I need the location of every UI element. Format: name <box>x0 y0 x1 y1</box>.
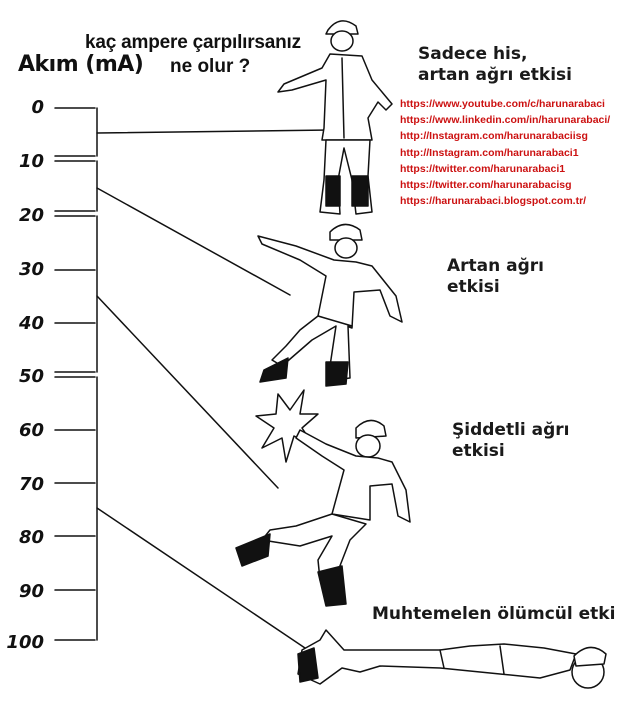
tick-label-0: 0 <box>31 97 44 118</box>
tick-label-70: 70 <box>18 474 44 495</box>
effect-severe-pain-line-1: Şiddetli ağrı <box>452 420 570 440</box>
link-twitter-1[interactable]: https://twitter.com/harunarabaci1 <box>400 162 566 175</box>
tick-label-100: 100 <box>6 632 44 653</box>
worker-staggering-icon <box>258 224 402 386</box>
tick-label-60: 60 <box>18 420 44 441</box>
spark-burst-icon <box>256 390 318 462</box>
tick-label-50: 50 <box>18 366 44 387</box>
effect-increasing-pain-line-1: Artan ağrı <box>447 256 545 276</box>
link-instagram-1[interactable]: http://Instagram.com/harunarabaci1 <box>400 146 579 159</box>
link-twitter-isg[interactable]: https://twitter.com/harunarabacisg <box>400 179 572 192</box>
question-line-1: kaç ampere çarpılırsanız <box>85 32 301 53</box>
axis-title: Akım (mA) <box>18 52 144 77</box>
effect-sensation-line-1: Sadece his, <box>418 44 528 64</box>
tick-label-10: 10 <box>18 151 44 172</box>
link-youtube[interactable]: https://www.youtube.com/c/harunarabaci <box>400 98 605 110</box>
effect-severe-pain-line-2: etkisi <box>452 441 505 461</box>
worker-lying-icon <box>298 630 606 688</box>
worker-standing-icon <box>278 21 392 214</box>
effect-sensation-line-2: artan ağrı etkisi <box>418 65 572 85</box>
link-instagram-isg[interactable]: http://Instagram.com/harunarabaciisg <box>400 130 588 143</box>
question-line-2: ne olur ? <box>170 56 251 77</box>
effect-increasing-pain-line-2: etkisi <box>447 277 500 297</box>
tick-label-40: 40 <box>18 313 44 334</box>
scale-ticks <box>55 108 95 640</box>
link-blog[interactable]: https://harunarabaci.blogspot.com.tr/ <box>400 195 587 208</box>
tick-label-90: 90 <box>18 581 44 602</box>
tick-label-80: 80 <box>18 527 44 548</box>
tick-label-20: 20 <box>18 205 44 226</box>
link-linkedin[interactable]: https://www.linkedin.com/in/harunarabaci/ <box>400 114 611 127</box>
leader-lines <box>97 130 330 648</box>
effect-fatal-line-1: Muhtemelen ölümcül etki <box>372 604 616 624</box>
tick-label-30: 30 <box>18 259 44 280</box>
